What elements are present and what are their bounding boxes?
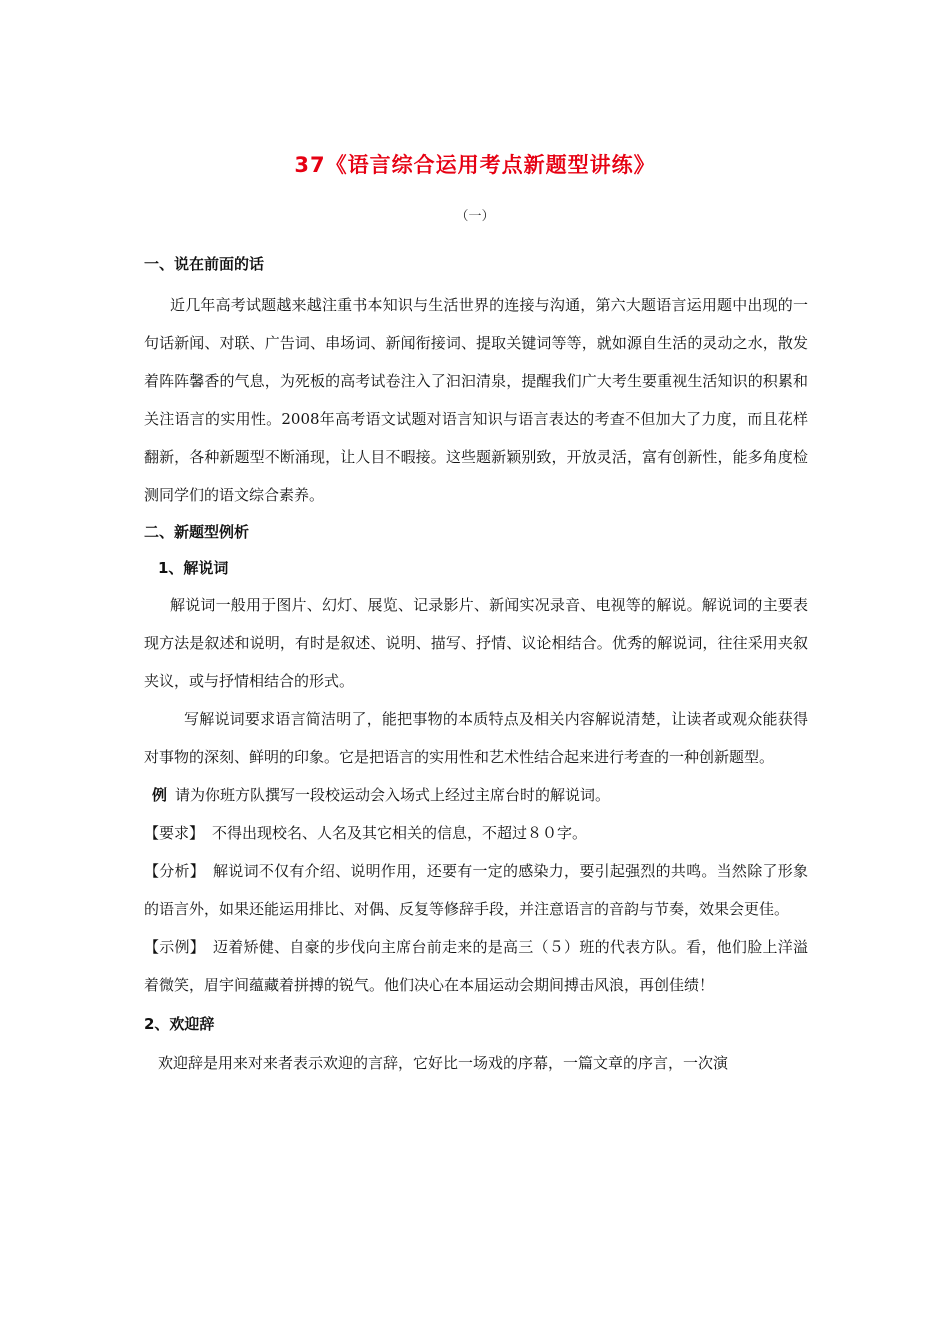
- sample-text: 迈着矫健、自豪的步伐向主席台前走来的是高三（５）班的代表方队。看，他们脸上洋溢着微笑，眉宇间蕴藏着拼搏的锐气。他们决心在本届运动会期间搏击风浪，再创佳绩！: [144, 938, 808, 994]
- sub2-heading: 2、欢迎辞: [144, 1015, 215, 1033]
- document-title: 37《语言综合运用考点新题型讲练》: [294, 153, 656, 177]
- sub1-paragraph-1: 解说词一般用于图片、幻灯、展览、记录影片、新闻实况录音、电视等的解说。解说词的主要表现方法是叙述和说明，有时是叙述、说明、描写、抒情、议论相结合。优秀的解说词，往往采用夹叙夹议，或与抒情相结合的形式。: [144, 596, 808, 690]
- example-text: 请为你班方队撰写一段校运动会入场式上经过主席台时的解说词。: [175, 786, 611, 804]
- sample-label: 【示例】: [144, 938, 206, 956]
- requirement-text: 不得出现校名、人名及其它相关的信息，不超过８０字。: [212, 824, 588, 842]
- sub1-paragraph-2: 写解说词要求语言简洁明了，能把事物的本质特点及相关内容解说清楚，让读者或观众能获得对事物的深刻、鲜明的印象。它是把语言的实用性和艺术性结合起来进行考查的一种创新题型。: [144, 710, 808, 766]
- document-subtitle: （一）: [455, 209, 495, 224]
- document-body: [144, 252, 808, 1082]
- example-label: 例: [152, 786, 168, 804]
- sub2-paragraph-1: 欢迎辞是用来对来者表示欢迎的言辞，它好比一场戏的序幕，一篇文章的序言，一次演: [158, 1054, 729, 1072]
- section2-heading: 二、新题型例析: [144, 523, 250, 541]
- section1-heading: 一、说在前面的话: [144, 255, 265, 273]
- requirement-label: 【要求】: [144, 824, 205, 842]
- example-line: [144, 776, 808, 814]
- requirement-line: [144, 814, 808, 852]
- analysis-paragraph: [144, 852, 808, 928]
- sample-paragraph: [144, 928, 808, 1004]
- analysis-label: 【分析】: [144, 862, 206, 880]
- analysis-text: 解说词不仅有介绍、说明作用，还要有一定的感染力，要引起强烈的共鸣。当然除了形象的语言外，如果还能运用排比、对偶、反复等修辞手段，并注意语言的音韵与节奏，效果会更佳。: [144, 862, 808, 918]
- section1-paragraph: 近几年高考试题越来越注重书本知识与生活世界的连接与沟通，第六大题语言运用题中出现的一句话新闻、对联、广告词、串场词、新闻衔接词、提取关键词等等，就如源自生活的灵动之水，散发着阵阵馨香的气息，为死板的高考试卷注入了汩汩清泉，提醒我们广大考生要重视生活知识的积累和关注语言的实用性。2008年高考语文试题对语言知识与语言表达的考查不但加大了力度，而且花样翻新，各种新题型不断涌现，让人目不暇接。这些题新颖别致，开放灵活，富有创新性，能多角度检测同学们的语文综合素养。: [144, 296, 808, 504]
- sub1-heading: 1、解说词: [158, 559, 229, 577]
